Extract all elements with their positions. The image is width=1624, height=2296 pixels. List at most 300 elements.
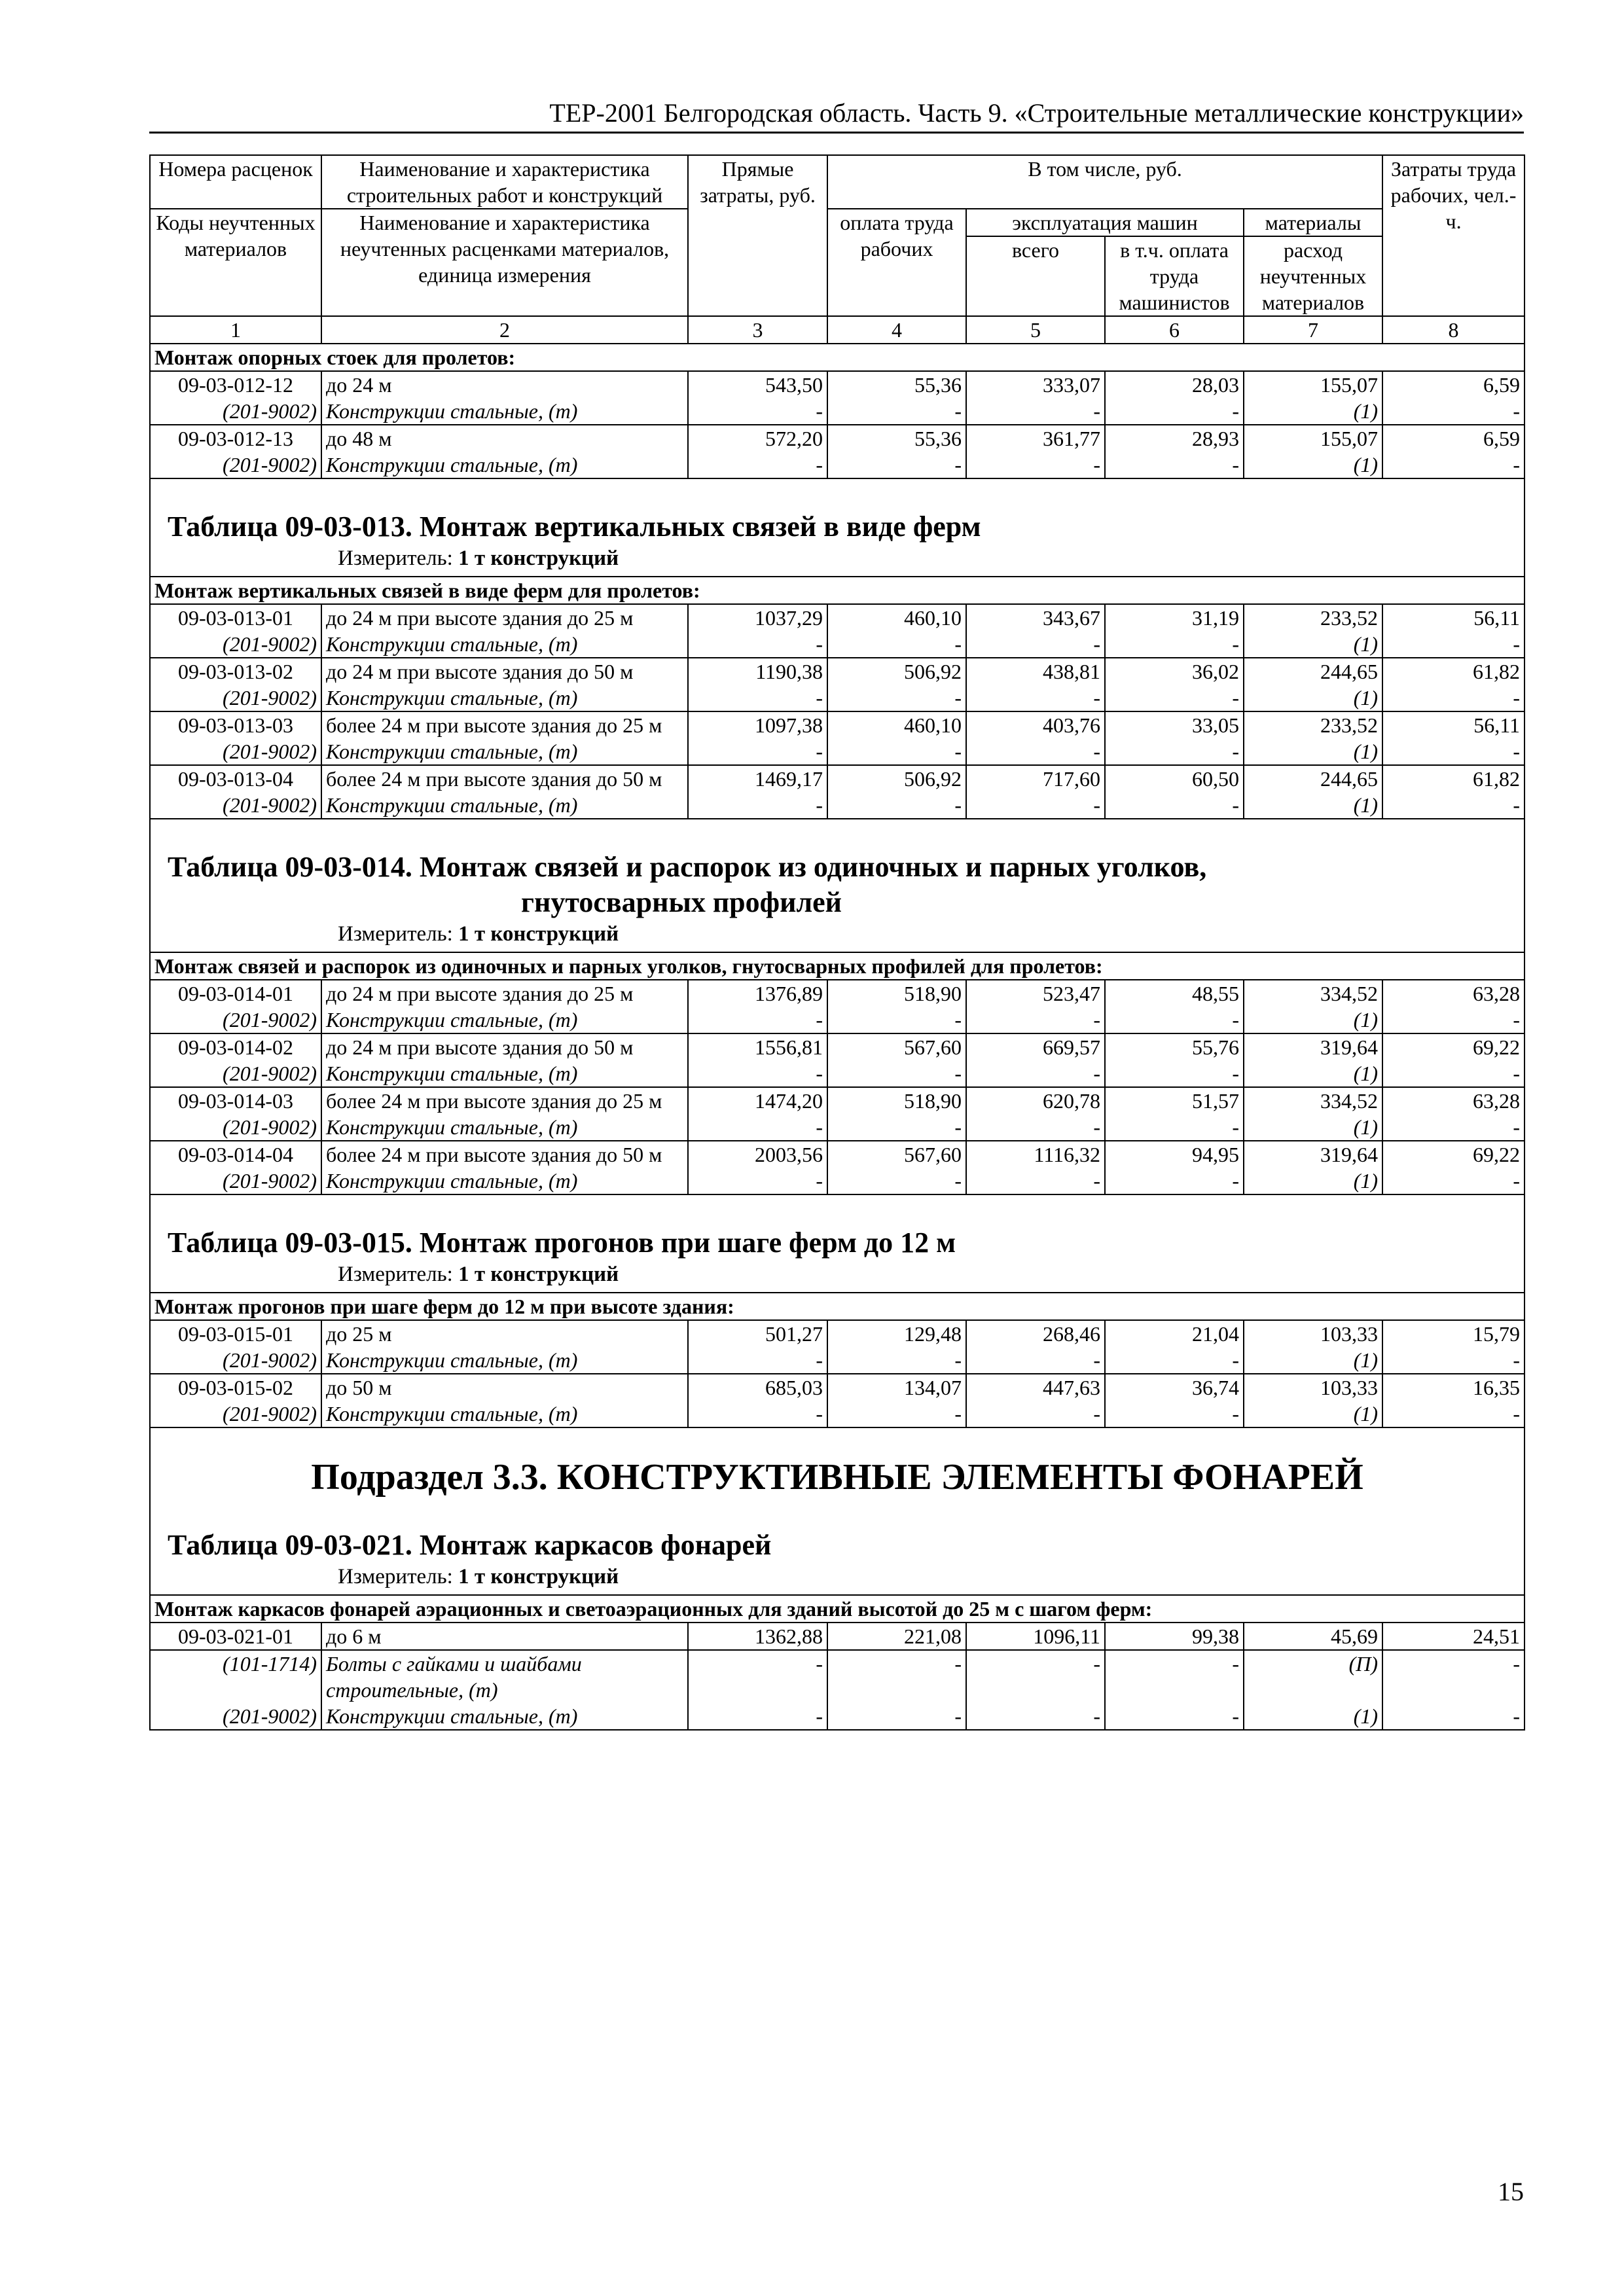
wages: 567,60 [827,1033,966,1060]
rate-main-row [150,1033,1525,1060]
group-heading: Монтаж каркасов фонарей аэрационных и светоаэрационных для зданий высотой до 25 м с шагом ферм: [150,1595,1525,1623]
rate-name: до 24 м при высоте здания до 50 м [321,1033,688,1060]
labor-costs: 16,35 [1382,1374,1525,1401]
resource-name: Конструкции стальные, (т) [321,1114,688,1141]
rate-name: более 24 м при высоте здания до 25 м [321,1087,688,1114]
resource-value: (1) [1244,1114,1382,1141]
resource-value: - [966,1060,1105,1087]
rate-name: до 6 м [321,1623,688,1650]
table-title [151,850,1524,920]
table-row [150,980,1525,1033]
rate-name: до 48 м [321,425,688,452]
machinist-wages-header: в т.ч. оплата труда машинистов [1105,236,1244,316]
resource-value: - [688,1347,827,1374]
resource-value: - [1105,631,1244,658]
machinist-wages: 48,55 [1105,980,1244,1007]
measurer [151,1563,1524,1590]
resource-value: - [827,1168,966,1194]
section-title-row [150,1194,1525,1293]
wages: 506,92 [827,765,966,792]
resource-value: - [827,1703,966,1730]
rate-name: до 50 м [321,1374,688,1401]
resource-value: - [688,631,827,658]
group-heading: Монтаж связей и распорок из одиночных и парных уголков, гнутосварных профилей для пролетов: [150,952,1525,980]
resource-name: Конструкции стальные, (т) [321,792,688,819]
rate-main-row [150,711,1525,738]
resource-row [150,452,1525,478]
table-title-line: гнутосварных профилей [521,886,842,918]
col-num: 2 [321,316,688,344]
resource-value: - [1105,1650,1244,1703]
resource-row [150,1703,1525,1730]
rate-main-row [150,980,1525,1007]
direct-costs: 1362,88 [688,1623,827,1650]
rate-name: более 24 м при высоте здания до 25 м [321,711,688,738]
section-title-row [150,478,1525,577]
rate-code: 09-03-012-12 [150,371,321,398]
direct-costs: 1376,89 [688,980,827,1007]
resource-value: - [966,631,1105,658]
table-row [150,604,1525,658]
resource-value: - [827,1401,966,1427]
rate-main-row [150,765,1525,792]
resource-code: (101-1714) [150,1650,321,1703]
measurer-value: 1 т конструкций [458,1263,619,1286]
rate-code: 09-03-021-01 [150,1623,321,1650]
resource-value: - [966,738,1105,765]
col-num: 5 [966,316,1105,344]
resource-value: - [1105,1168,1244,1194]
machinist-wages: 31,19 [1105,604,1244,631]
resource-name: Конструкции стальные, (т) [321,452,688,478]
resource-value: - [827,1114,966,1141]
table-row [150,371,1525,425]
resource-value: - [688,1168,827,1194]
resource-row [150,738,1525,765]
resource-name: Конструкции стальные, (т) [321,738,688,765]
wages: 129,48 [827,1320,966,1347]
machinist-wages: 60,50 [1105,765,1244,792]
resource-value: - [688,398,827,425]
resource-row [150,1168,1525,1194]
measurer [151,920,1524,948]
resource-name: Болты с гайками и шайбами строительные, (т) [321,1650,688,1703]
table-row [150,425,1525,478]
resource-value: - [1105,1060,1244,1087]
group-row [150,1595,1525,1623]
resource-value: - [827,792,966,819]
table-title: Таблица 09-03-013. Монтаж вертикальных связей в виде ферм [168,511,981,543]
machinist-wages: 36,74 [1105,1374,1244,1401]
rate-main-row [150,658,1525,685]
resource-row [150,631,1525,658]
machinist-wages: 21,04 [1105,1320,1244,1347]
table-row [150,1141,1525,1194]
resource-row [150,685,1525,711]
column-numbers-row [150,316,1525,344]
resource-value: - [688,685,827,711]
labor-costs: 69,22 [1382,1033,1525,1060]
resource-code: (201-9002) [150,1401,321,1427]
resource-value: (1) [1244,398,1382,425]
resource-value: - [966,452,1105,478]
resource-value: (1) [1244,1168,1382,1194]
machines-total: 447,63 [966,1374,1105,1401]
materials: 319,64 [1244,1033,1382,1060]
resource-value: (1) [1244,792,1382,819]
wages: 518,90 [827,1087,966,1114]
wages: 567,60 [827,1141,966,1168]
resource-value: - [1105,792,1244,819]
resource-value: (1) [1244,452,1382,478]
table-row [150,658,1525,711]
wages: 55,36 [827,425,966,452]
resource-value: - [827,1650,966,1703]
table-row [150,711,1525,765]
table-row [150,1623,1525,1650]
machinist-wages: 55,76 [1105,1033,1244,1060]
materials: 155,07 [1244,425,1382,452]
resource-name: Конструкции стальные, (т) [321,1347,688,1374]
labor-costs: 63,28 [1382,980,1525,1007]
page-number: 15 [1498,2177,1524,2206]
measurer-value: 1 т конструкций [458,547,619,570]
resource-code: (201-9002) [150,1347,321,1374]
rate-name: до 24 м при высоте здания до 50 м [321,658,688,685]
resource-row [150,1401,1525,1427]
rate-code: 09-03-014-02 [150,1033,321,1060]
rate-code: 09-03-014-01 [150,980,321,1007]
rate-main-row [150,1141,1525,1168]
labor-costs: 61,82 [1382,658,1525,685]
resource-value: - [966,1114,1105,1141]
direct-costs: 1474,20 [688,1087,827,1114]
resource-value: - [688,792,827,819]
direct-costs: 685,03 [688,1374,827,1401]
subsection-title: Подраздел 3.3. КОНСТРУКТИВНЫЕ ЭЛЕМЕНТЫ ФОНАРЕЙ [311,1457,1363,1498]
resource-value: - [1382,1703,1525,1730]
labor-costs: 24,51 [1382,1623,1525,1650]
machines-header: эксплуатация машин [966,209,1244,236]
resource-row [150,1060,1525,1087]
resource-code: (201-9002) [150,1114,321,1141]
materials: 45,69 [1244,1623,1382,1650]
resource-code: (201-9002) [150,792,321,819]
machinist-wages: 94,95 [1105,1141,1244,1168]
resource-value: (1) [1244,1401,1382,1427]
section-title-row [150,819,1525,952]
resource-value: - [688,1650,827,1703]
col-num: 8 [1382,316,1525,344]
resource-value: - [1382,1650,1525,1703]
labor-costs: 69,22 [1382,1141,1525,1168]
wages: 221,08 [827,1623,966,1650]
page-body [149,154,1524,1731]
resource-row [150,1007,1525,1033]
rate-main-row [150,1320,1525,1347]
materials: 244,65 [1244,658,1382,685]
rate-code: 09-03-015-01 [150,1320,321,1347]
resource-value: - [1105,1703,1244,1730]
resource-value: (П) [1244,1650,1382,1703]
resource-value: (1) [1244,1060,1382,1087]
machinist-wages: 28,03 [1105,371,1244,398]
rate-code: 09-03-012-13 [150,425,321,452]
resource-value: (1) [1244,738,1382,765]
resource-row [150,1650,1525,1703]
direct-costs: 543,50 [688,371,827,398]
labor-costs: 56,11 [1382,604,1525,631]
resource-value: (1) [1244,1007,1382,1033]
rate-main-row [150,425,1525,452]
machinist-wages: 36,02 [1105,658,1244,685]
group-heading: Монтаж опорных стоек для пролетов: [150,344,1525,371]
resource-value: - [1105,1007,1244,1033]
resource-value: - [688,1007,827,1033]
direct-costs: 1469,17 [688,765,827,792]
table-title: Таблица 09-03-015. Монтаж прогонов при шаге ферм до 12 м [168,1227,956,1259]
resource-value: - [827,1347,966,1374]
direct-costs: 1097,38 [688,711,827,738]
labor-costs: 61,82 [1382,765,1525,792]
machines-total-header: всего [966,236,1105,316]
resource-value: (1) [1244,631,1382,658]
rate-name: до 25 м [321,1320,688,1347]
machines-total: 403,76 [966,711,1105,738]
machines-total: 268,46 [966,1320,1105,1347]
direct-costs: 1037,29 [688,604,827,631]
resource-value: - [966,1650,1105,1703]
col-num: 3 [688,316,827,344]
group-row [150,577,1525,604]
rate-code: 09-03-013-04 [150,765,321,792]
resource-name: Конструкции стальные, (т) [321,685,688,711]
measurer-label: Измеритель: [338,1263,453,1286]
labor-costs-header: Затраты труда рабочих, чел.-ч. [1382,155,1525,316]
machines-total: 669,57 [966,1033,1105,1060]
materials: 155,07 [1244,371,1382,398]
table-row [150,1033,1525,1087]
machinist-wages: 99,38 [1105,1623,1244,1650]
resource-value: - [688,452,827,478]
resource-code: (201-9002) [150,1007,321,1033]
machines-total: 1116,32 [966,1141,1105,1168]
col2-bottom-header: Наименование и характеристика неучтенных расценками материалов, единица измерения [321,209,688,316]
table-title: Таблица 09-03-021. Монтаж каркасов фонарей [168,1529,772,1561]
measurer [151,1261,1524,1288]
rate-code: 09-03-013-01 [150,604,321,631]
resource-code: (201-9002) [150,1168,321,1194]
group-row [150,952,1525,980]
direct-costs-header: Прямые затраты, руб. [688,155,827,316]
resource-code: (201-9002) [150,398,321,425]
group-row [150,344,1525,371]
resource-name: Конструкции стальные, (т) [321,1007,688,1033]
resource-value: - [1382,1401,1525,1427]
resource-value: - [1105,1114,1244,1141]
wages: 506,92 [827,658,966,685]
machines-total: 620,78 [966,1087,1105,1114]
resource-name: Конструкции стальные, (т) [321,1168,688,1194]
machines-total: 333,07 [966,371,1105,398]
col1-top-header: Номера расценок [150,155,321,209]
resource-value: - [827,631,966,658]
resource-value: - [966,398,1105,425]
resource-value: - [688,1060,827,1087]
rate-name: до 24 м [321,371,688,398]
resource-value: - [1382,631,1525,658]
machines-total: 343,67 [966,604,1105,631]
resource-name: Конструкции стальные, (т) [321,631,688,658]
materials: 334,52 [1244,980,1382,1007]
resource-value: (1) [1244,1703,1382,1730]
resource-value: - [1382,452,1525,478]
machinist-wages: 28,93 [1105,425,1244,452]
materials: 233,52 [1244,604,1382,631]
resource-value: - [688,1703,827,1730]
resource-value: - [966,1401,1105,1427]
resource-value: - [1382,398,1525,425]
resource-value: - [1382,738,1525,765]
materials: 334,52 [1244,1087,1382,1114]
col1-bottom-header: Коды неучтенных материалов [150,209,321,316]
rate-code: 09-03-015-02 [150,1374,321,1401]
wages: 134,07 [827,1374,966,1401]
resource-value: - [827,398,966,425]
measurer-label: Измеритель: [338,1565,453,1588]
resource-code: (201-9002) [150,631,321,658]
direct-costs: 1556,81 [688,1033,827,1060]
group-heading: Монтаж прогонов при шаге ферм до 12 м при высоте здания: [150,1293,1525,1320]
table-row [150,1374,1525,1427]
running-head: ТЕР-2001 Белгородская область. Часть 9. «Строительные металлические конструкции» [549,98,1524,128]
resource-value: - [1105,738,1244,765]
incl-header: В том числе, руб. [827,155,1382,209]
rate-name: более 24 м при высоте здания до 50 м [321,765,688,792]
resource-name: Конструкции стальные, (т) [321,1401,688,1427]
resource-value: - [1382,1347,1525,1374]
rate-code: 09-03-014-03 [150,1087,321,1114]
table-row [150,765,1525,819]
wages: 460,10 [827,711,966,738]
direct-costs: 2003,56 [688,1141,827,1168]
resource-name: Конструкции стальные, (т) [321,1060,688,1087]
materials: 319,64 [1244,1141,1382,1168]
resource-name: Конструкции стальные, (т) [321,398,688,425]
measurer-value: 1 т конструкций [458,1565,619,1588]
rate-code: 09-03-013-02 [150,658,321,685]
resource-value: - [827,1007,966,1033]
wages: 460,10 [827,604,966,631]
resource-value: - [1105,685,1244,711]
resource-row [150,1114,1525,1141]
resource-code: (201-9002) [150,452,321,478]
resource-value: - [1382,1060,1525,1087]
labor-costs: 63,28 [1382,1087,1525,1114]
resource-value: - [688,1401,827,1427]
resource-value: - [1382,1168,1525,1194]
col-num: 6 [1105,316,1244,344]
materials: 244,65 [1244,765,1382,792]
machines-total: 1096,11 [966,1623,1105,1650]
table-row [150,1320,1525,1374]
resource-value: - [966,792,1105,819]
direct-costs: 1190,38 [688,658,827,685]
group-heading: Монтаж вертикальных связей в виде ферм для пролетов: [150,577,1525,604]
rate-code: 09-03-014-04 [150,1141,321,1168]
materials-header: материалы [1244,209,1382,236]
resource-value: - [1105,1347,1244,1374]
table-row [150,1087,1525,1141]
resource-value: - [1382,1114,1525,1141]
labor-costs: 15,79 [1382,1320,1525,1347]
resource-value: - [1382,792,1525,819]
measurer-label: Измеритель: [338,922,453,946]
resource-code: (201-9002) [150,1060,321,1087]
measurer-label: Измеритель: [338,547,453,570]
resource-value: - [966,685,1105,711]
materials: 103,33 [1244,1374,1382,1401]
rate-name: до 24 м при высоте здания до 25 м [321,604,688,631]
resource-value: - [1382,1007,1525,1033]
wages: 518,90 [827,980,966,1007]
resource-name: Конструкции стальные, (т) [321,1703,688,1730]
resource-value: - [827,1060,966,1087]
materials: 103,33 [1244,1320,1382,1347]
machines-total: 361,77 [966,425,1105,452]
resource-row [150,398,1525,425]
resource-row [150,792,1525,819]
resource-value: - [827,738,966,765]
rate-name: до 24 м при высоте здания до 25 м [321,980,688,1007]
resource-value: (1) [1244,1347,1382,1374]
direct-costs: 501,27 [688,1320,827,1347]
col-num: 4 [827,316,966,344]
labor-costs: 56,11 [1382,711,1525,738]
rate-main-row [150,1087,1525,1114]
resource-value: - [966,1347,1105,1374]
resource-value: - [1105,398,1244,425]
resource-value: - [966,1168,1105,1194]
resource-value: - [1105,452,1244,478]
rate-code: 09-03-013-03 [150,711,321,738]
resource-value: - [827,452,966,478]
rate-main-row [150,1374,1525,1401]
measurer-value: 1 т конструкций [458,922,619,946]
rate-main-row [150,604,1525,631]
col2-top-header: Наименование и характеристика строительных работ и конструкций [321,155,688,209]
resource-value: - [688,1114,827,1141]
resource-value: (1) [1244,685,1382,711]
col-num: 7 [1244,316,1382,344]
header-row-1 [150,155,1525,209]
machinist-wages: 51,57 [1105,1087,1244,1114]
resource-value: - [1105,1401,1244,1427]
rate-main-row [150,371,1525,398]
wages: 55,36 [827,371,966,398]
resource-code: (201-9002) [150,1703,321,1730]
header-rule [149,132,1524,134]
machines-total: 438,81 [966,658,1105,685]
col-num: 1 [150,316,321,344]
wages-header: оплата труда рабочих [827,209,966,316]
resource-value: - [966,1007,1105,1033]
group-row [150,1293,1525,1320]
direct-costs: 572,20 [688,425,827,452]
resource-value: - [688,738,827,765]
machines-total: 717,60 [966,765,1105,792]
rate-name: более 24 м при высоте здания до 50 м [321,1141,688,1168]
